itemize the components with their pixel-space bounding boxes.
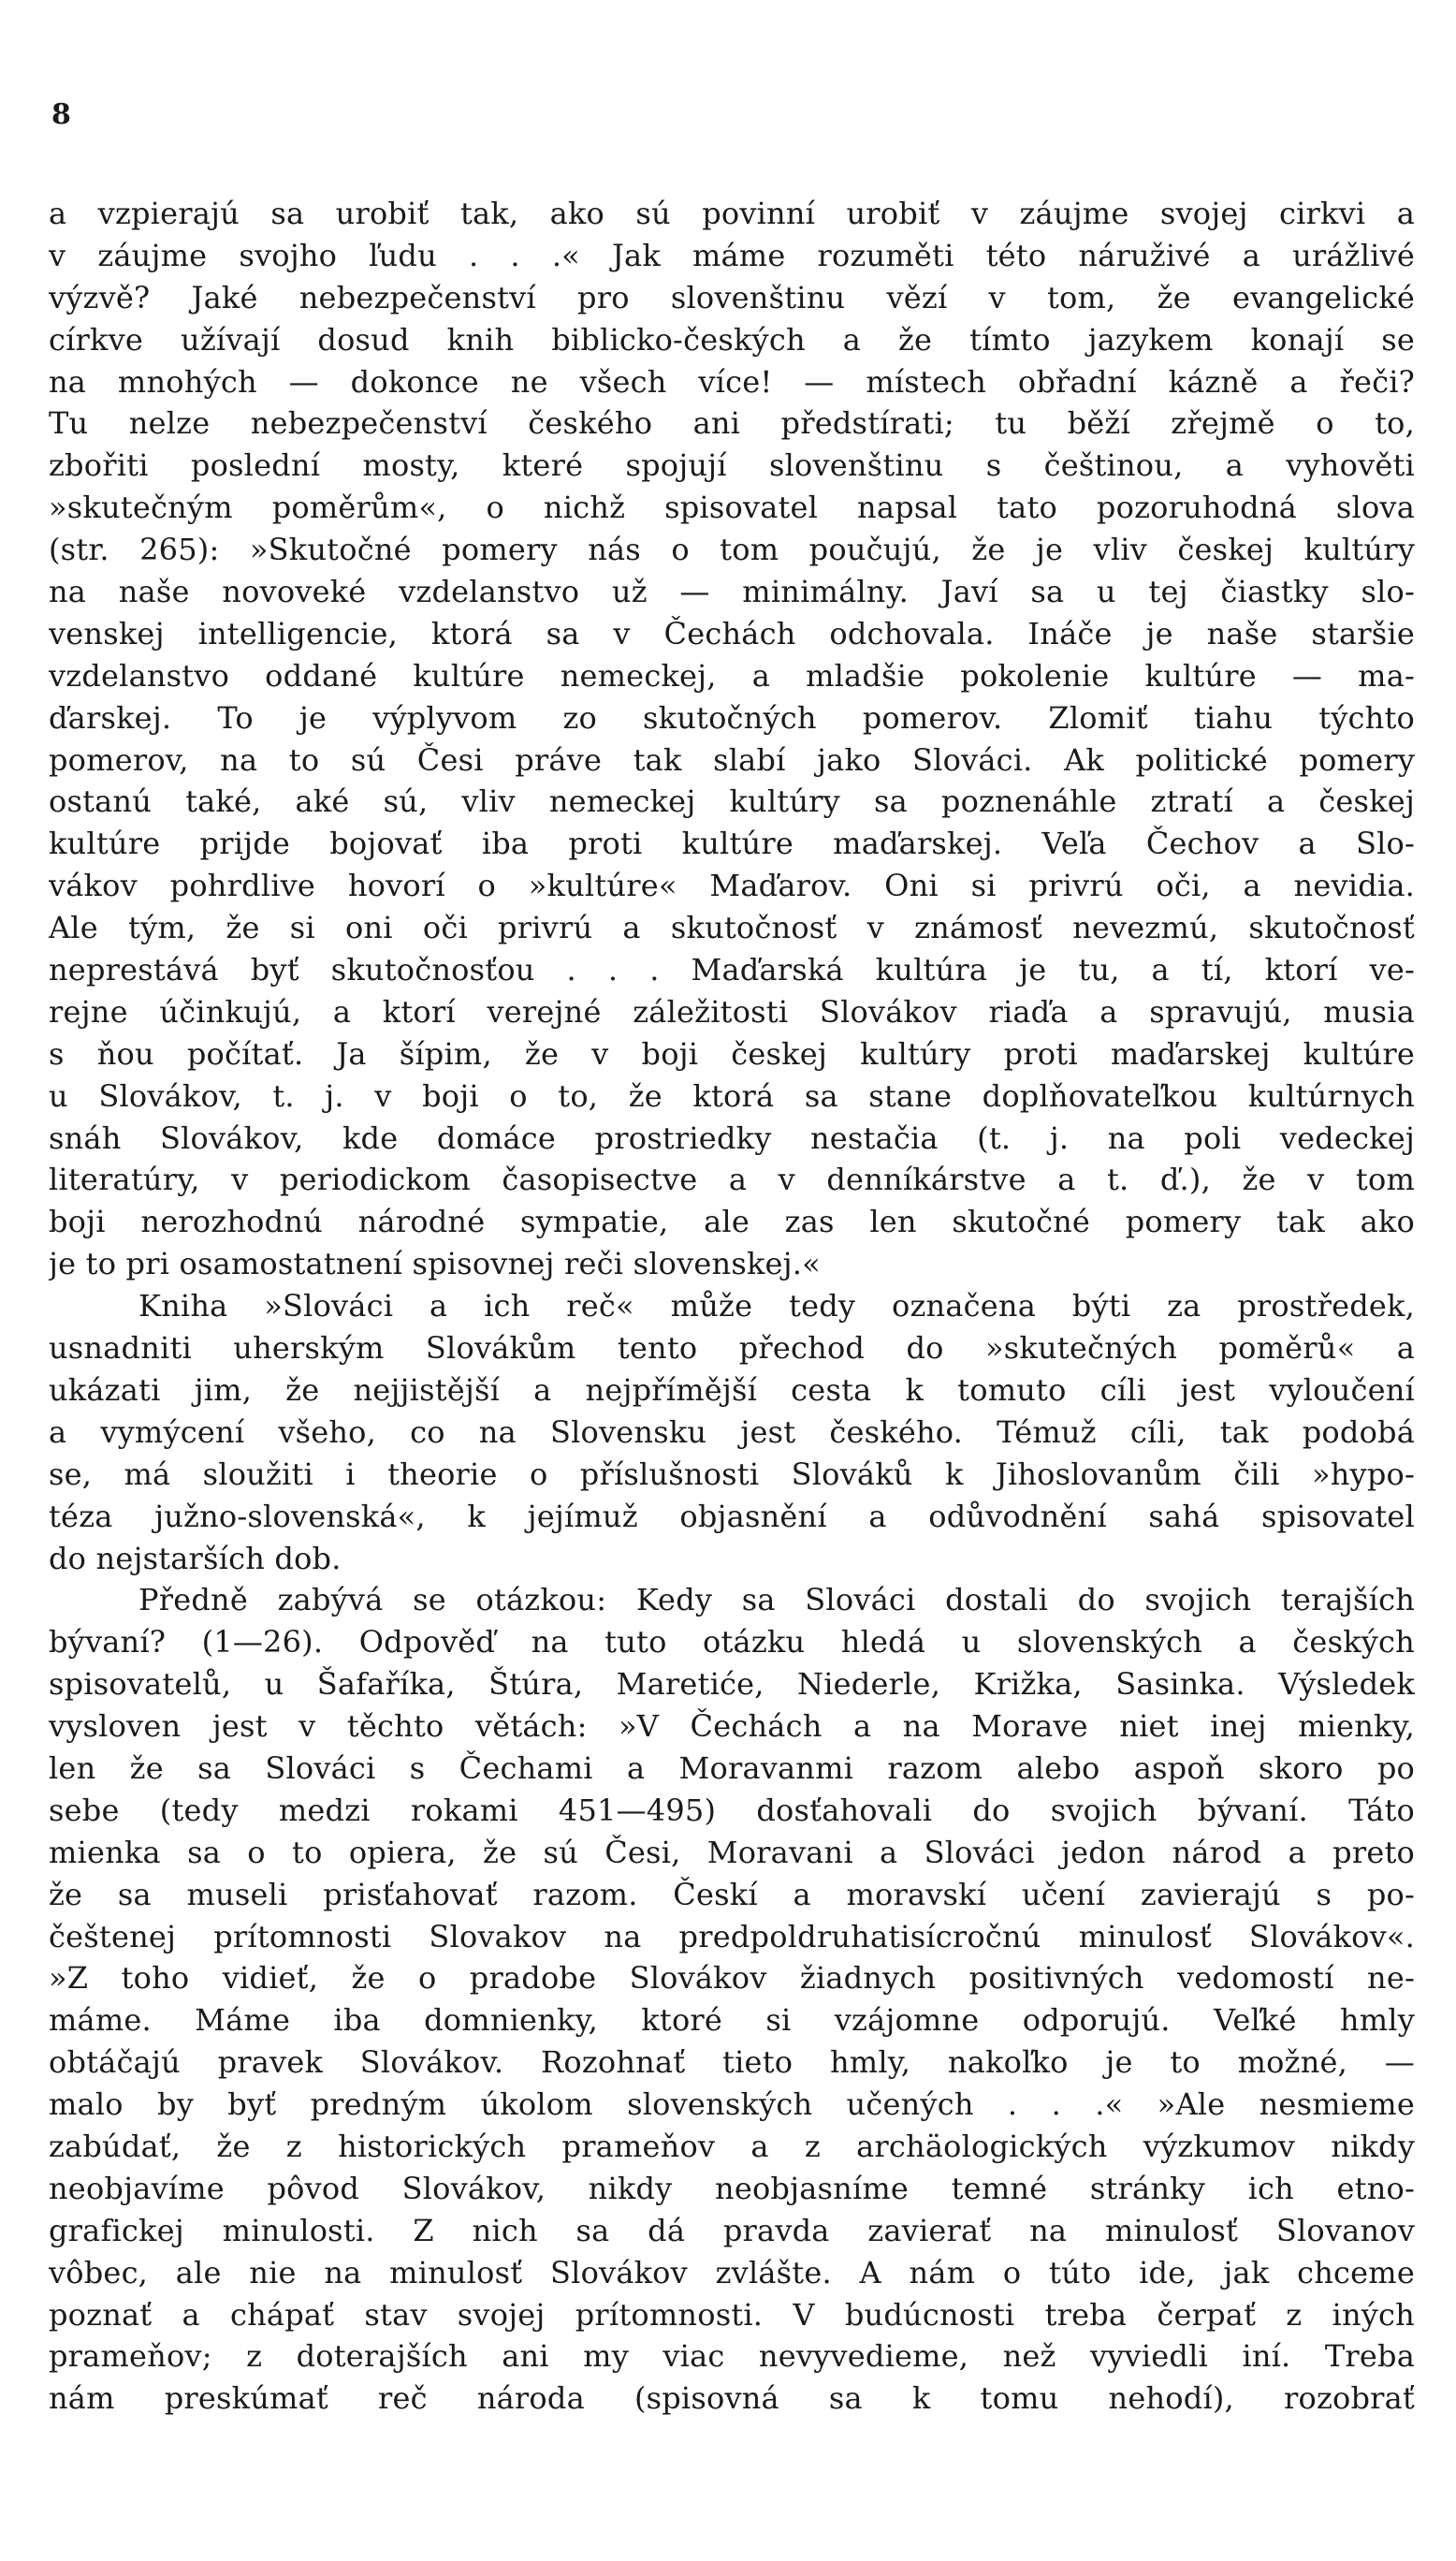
text-line: a vzpierajú sa urobiť tak, ako sú povinní urobiť v záujme svojej cirkvi a bbox=[49, 196, 1415, 231]
text-line: téza južno-slovenská«, k jejímuž objasnění a odůvodnění sahá spisovatel bbox=[49, 1498, 1415, 1534]
text-line: církve užívají dosud knih biblicko-českých a že tímto jazykem konají se bbox=[49, 321, 1415, 358]
text-line: boji nerozhodnú národné sympatie, ale zas len skutočné pomery tak ako bbox=[49, 1204, 1415, 1240]
page-number: 8 bbox=[51, 98, 71, 131]
text-line: neprestává byť skutočnosťou . . . Maďarská kultúra je tu, a tí, ktorí ve- bbox=[49, 952, 1415, 988]
text-line: poznať a chápať stav svojej prítomnosti. V budúcnosti treba čerpať z iných bbox=[49, 2296, 1415, 2333]
text-line: máme. Máme iba domnienky, ktoré si vzájomne odporujú. Veľké hmly bbox=[49, 2002, 1415, 2039]
text-line: mienka sa o to opiera, že sú Česi, Moravani a Slováci jedon národ a preto bbox=[49, 1834, 1415, 1870]
text-line: neobjavíme pôvod Slovákov, nikdy neobjasníme temné stránky ich etno- bbox=[49, 2170, 1415, 2206]
text-line: literatúry, v periodickom časopisectve a v denníkárstve a t. ď.), že v tom bbox=[49, 1162, 1415, 1198]
text-line: v záujme svojho ľudu . . .« Jak máme rozuměti této náruživé a urážlivé bbox=[49, 237, 1415, 273]
text-line: ukázati jim, že nejjistější a nejpřímější cesta k tomuto cíli jest vyloučení bbox=[49, 1371, 1415, 1408]
text-line: rejne účinkujú, a ktorí verejné záležitosti Slovákov riaďa a spravujú, musia bbox=[49, 993, 1415, 1030]
text-line: Tu nelze nebezpečenství českého ani předstírati; tu běží zřejmě o to, bbox=[49, 405, 1415, 442]
text-line: češtenej prítomnosti Slovakov na predpoldruhatisícročnú minulosť Slovákov«. bbox=[49, 1918, 1415, 1954]
text-line: pomerov, na to sú Česi práve tak slabí jako Slováci. Ak politické pomery bbox=[49, 741, 1415, 778]
body-text bbox=[49, 193, 1415, 2420]
text-line: obtáčajú pravek Slovákov. Rozohnať tieto hmly, nakoľko je to možné, — bbox=[49, 2044, 1415, 2081]
text-line: ďarskej. To je výplyvom zo skutočných pomerov. Zlomiť tiahu týchto bbox=[49, 699, 1415, 736]
text-line: se, má sloužiti i theorie o příslušnosti Slováků k Jihoslovanům čili »hypo- bbox=[49, 1456, 1415, 1492]
text-line: spisovatelů, u Šafaříka, Štúra, Maretiće, Niederle, Križka, Sasinka. Výsledek bbox=[49, 1666, 1415, 1703]
text-line: (str. 265): »Skutočné pomery nás o tom poučujú, že je vliv českej kultúry bbox=[49, 532, 1415, 568]
text-line: len že sa Slováci s Čechami a Moravanmi razom alebo aspoň skoro po bbox=[49, 1749, 1415, 1786]
text-line: na naše novoveké vzdelanstvo už — minimálny. Javí sa u tej čiastky slo- bbox=[49, 574, 1415, 610]
text-line: s ňou počítať. Ja šípim, že v boji českej kultúry proti maďarskej kultúre bbox=[49, 1035, 1415, 1072]
text-line: grafickej minulosti. Z nich sa dá pravda zavierať na minulosť Slovanov bbox=[49, 2212, 1415, 2248]
text-line: a vymýcení všeho, co na Slovensku jest českého. Témuž cíli, tak podobá bbox=[49, 1413, 1415, 1450]
text-line: prameňov; z doterajších ani my viac nevyvedieme, než vyviedli iní. Treba bbox=[49, 2338, 1415, 2375]
text-line: Předně zabývá se otázkou: Kedy sa Slováci dostali do svojich terajších bbox=[138, 1582, 1415, 1618]
text-line: usnadniti uherským Slovákům tento přechod do »skutečných poměrů« a bbox=[49, 1330, 1415, 1367]
text-line: sebe (tedy medzi rokami 451—495) dosťahovali do svojich bývaní. Táto bbox=[49, 1792, 1415, 1828]
text-line: venskej intelligencie, ktorá sa v Čechách odchovala. Ináče je naše staršie bbox=[49, 615, 1415, 651]
text-line: zbořiti poslední mosty, které spojují slovenštinu s češtinou, a vyhověti bbox=[49, 447, 1415, 484]
text-line: na mnohých — dokonce ne všech více! — místech obřadní kázně a řeči? bbox=[49, 363, 1415, 400]
text-line: že sa museli prisťahovať razom. Českí a moravskí učení zavierajú s po- bbox=[49, 1876, 1415, 1912]
text-line: malo by byť predným úkolom slovenských učených . . .« »Ale nesmieme bbox=[49, 2086, 1415, 2123]
text-line: »Z toho vidieť, že o pradobe Slovákov žiadnych positivných vedomostí ne- bbox=[49, 1960, 1415, 1997]
text-line: »skutečným poměrům«, o nichž spisovatel napsal tato pozoruhodná slova bbox=[49, 490, 1415, 526]
text-line: snáh Slovákov, kde domáce prostriedky nestačia (t. j. na poli vedeckej bbox=[49, 1120, 1415, 1156]
text-line: zabúdať, že z historických prameňov a z archäologických výzkumov nikdy bbox=[49, 2128, 1415, 2164]
text-line: je to pri osamostatnení spisovnej reči slovenskej.« bbox=[49, 1246, 821, 1282]
text-line: vysloven jest v těchto větách: »V Čechách a na Morave niet inej mienky, bbox=[49, 1708, 1415, 1745]
text-line: výzvě? Jaké nebezpečenství pro slovenštinu vězí v tom, že evangelické bbox=[49, 279, 1415, 315]
text-line: kultúre prijde bojovať iba proti kultúre maďarskej. Veľa Čechov a Slo- bbox=[49, 826, 1415, 862]
text-line: vôbec, ale nie na minulosť Slovákov zvlášte. A nám o túto ide, jak chceme bbox=[49, 2254, 1415, 2290]
text-line: vzdelanstvo oddané kultúre nemeckej, a mladšie pokolenie kultúre — ma- bbox=[49, 657, 1415, 694]
text-line: nám preskúmať reč národa (spisovná sa k tomu nehodí), rozobrať bbox=[49, 2380, 1415, 2417]
text-line: Ale tým, že si oni oči privrú a skutočnosť v známosť nevezmú, skutočnosť bbox=[49, 910, 1415, 946]
text-line: ostanú také, aké sú, vliv nemeckej kultúry sa poznenáhle ztratí a českej bbox=[49, 783, 1415, 820]
text-line: do nejstarších dob. bbox=[49, 1540, 342, 1576]
text-line: u Slovákov, t. j. v boji o to, že ktorá sa stane doplňovateľkou kultúrnych bbox=[49, 1077, 1415, 1114]
text-line: bývaní? (1—26). Odpověď na tuto otázku hledá u slovenských a českých bbox=[49, 1624, 1415, 1661]
text-line: Kniha »Slováci a ich reč« může tedy označena býti za prostředek, bbox=[138, 1288, 1415, 1324]
text-line: vákov pohrdlive hovorí o »kultúre« Maďarov. Oni si privrú oči, a nevidia. bbox=[49, 868, 1415, 904]
